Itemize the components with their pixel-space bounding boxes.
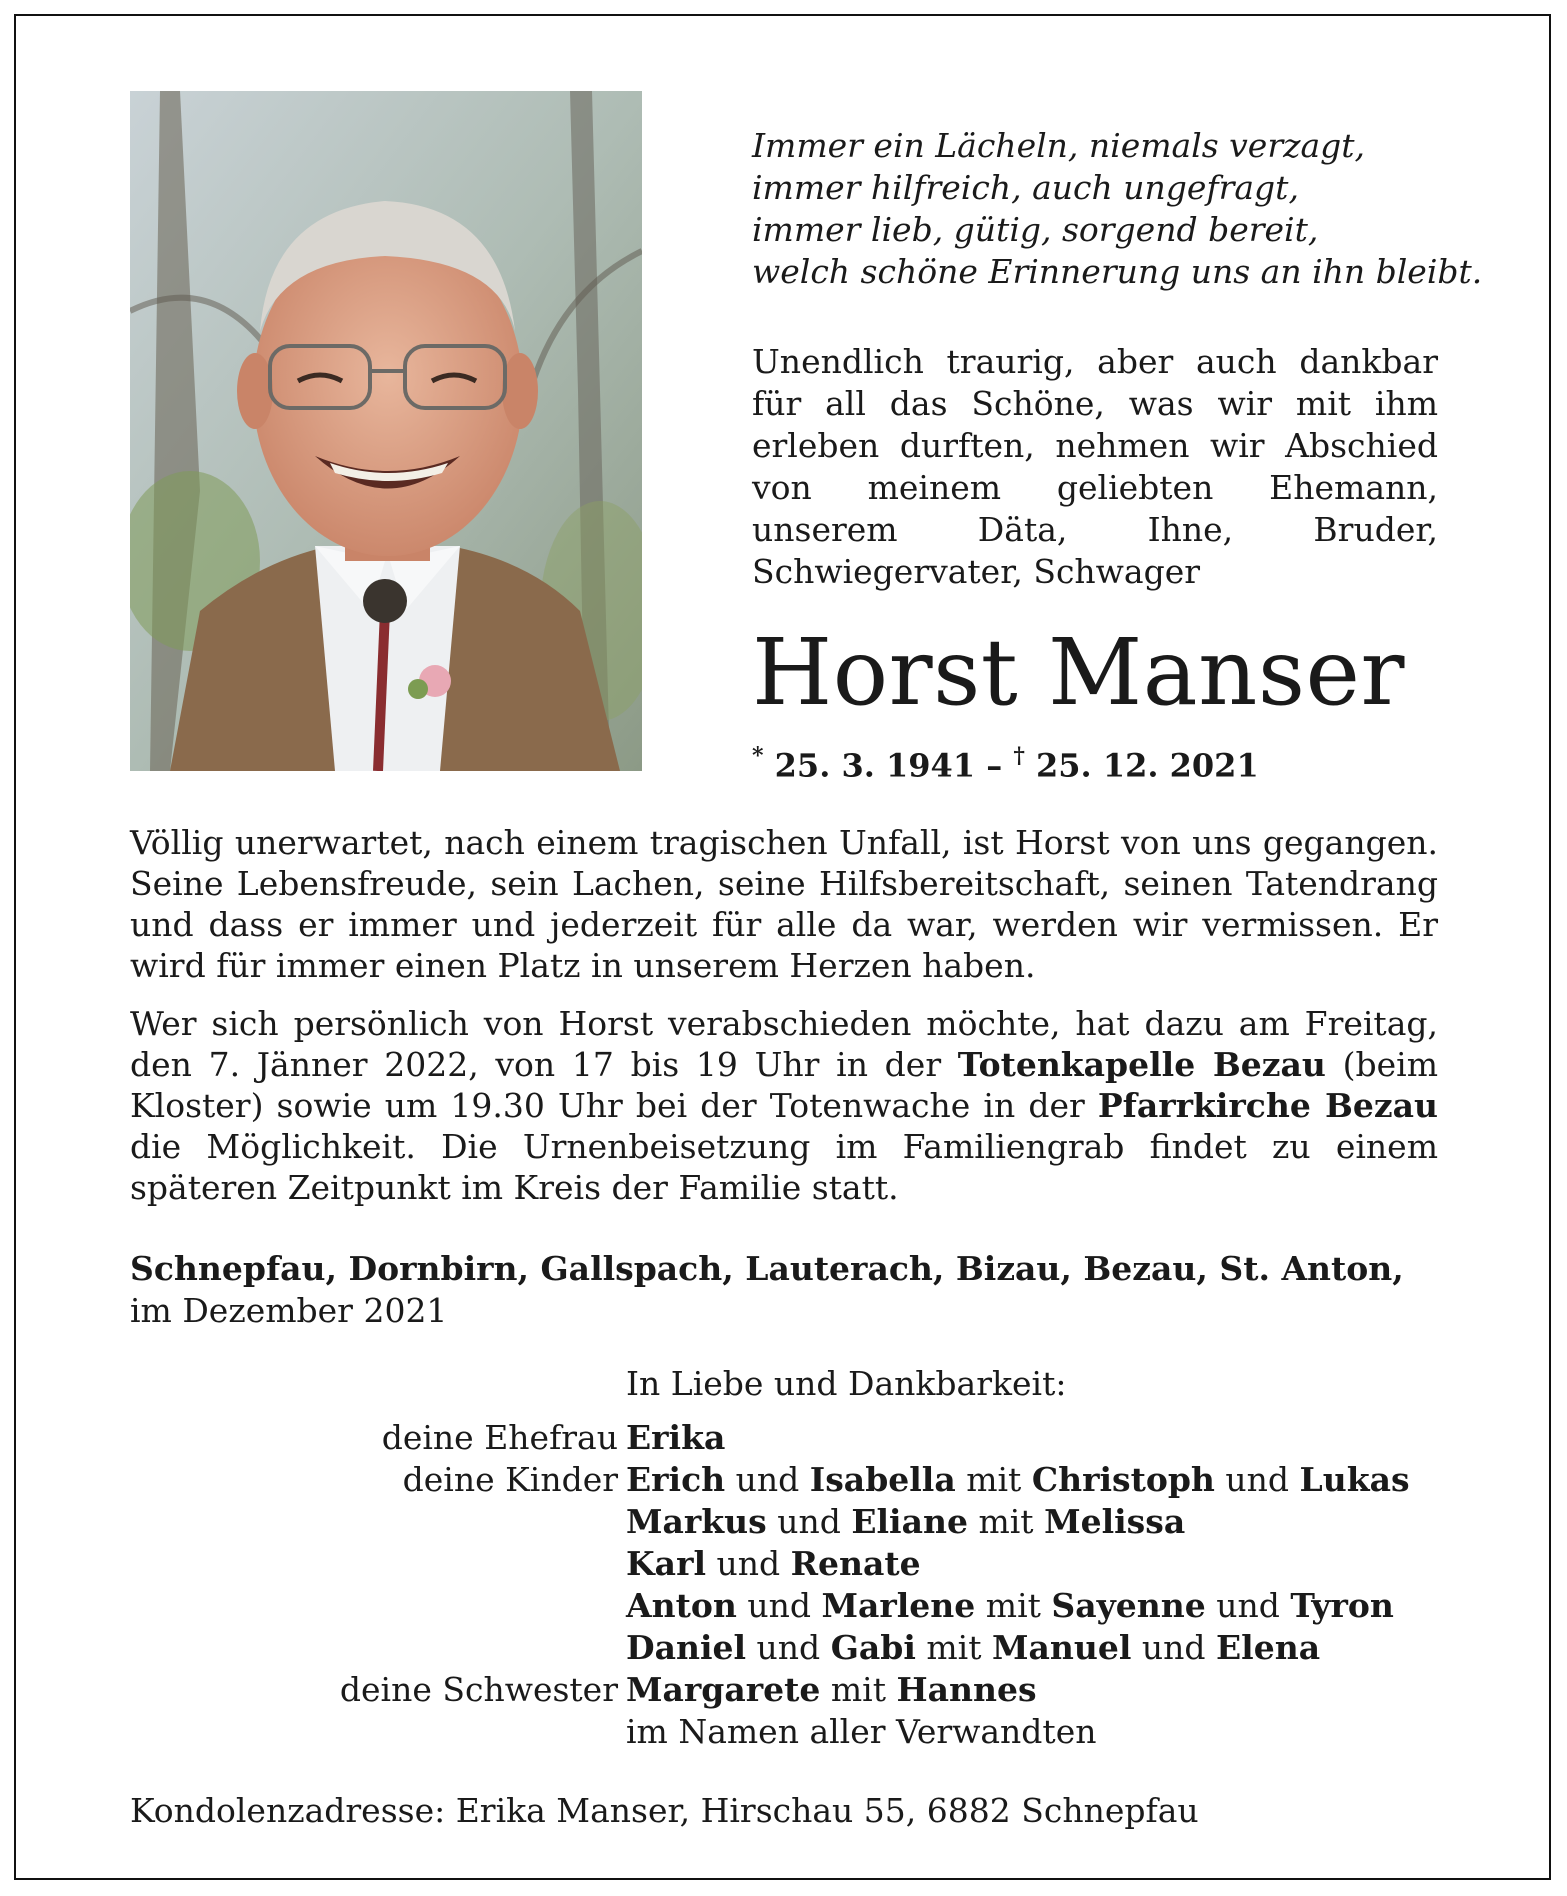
poem-line: welch schöne Erinnerung uns an ihn bleibt. <box>752 252 1483 291</box>
family-connector: und <box>746 1628 831 1667</box>
family-member: Markus <box>626 1502 767 1541</box>
family-member: Erika <box>626 1418 726 1457</box>
family-row <box>130 1459 1440 1501</box>
family-heading-row <box>130 1363 1440 1405</box>
family-connector: und <box>736 1586 822 1625</box>
birth-symbol: * <box>752 743 764 769</box>
condolence-address: Kondolenzadresse: Erika Manser, Hirschau 55, 6882 Schnepfau <box>130 1791 1199 1830</box>
family-closing: im Namen aller Verwandten <box>626 1712 1097 1751</box>
paragraph-tribute: Völlig unerwartet, nach einem tragischen Unfall, ist Horst von uns gegangen. Seine Lebensfreude, sein Lachen, seine Hilfsbereitschaft, seinen Tatendrang und dass er immer und jederzeit für alle da war, werden wir vermissen. Er wird für immer einen Platz in unserem Herzen haben. <box>130 823 1438 985</box>
family-label: deine Ehefrau <box>381 1418 618 1457</box>
family-row <box>130 1417 1440 1459</box>
family-member: Melissa <box>1044 1502 1186 1541</box>
farewell-text: die Möglichkeit. Die Urnenbeisetzung im Familiengrab findet zu einem späteren Zeitpunkt im Kreis der Familie statt. <box>130 1127 1438 1207</box>
family-member: Erich <box>626 1460 726 1499</box>
family-member: Anton <box>626 1586 737 1625</box>
farewell-church: Pfarrkirche Bezau <box>1097 1086 1438 1125</box>
family-block <box>130 1363 1440 1753</box>
family-connector: mit <box>967 1502 1045 1541</box>
deceased-name: Horst Manser <box>752 619 1405 726</box>
family-member: Lukas <box>1299 1460 1410 1499</box>
family-label: deine Schwester <box>339 1670 618 1709</box>
places-block <box>130 1248 1404 1332</box>
farewell-chapel: Totenkapelle Bezau <box>957 1045 1326 1084</box>
poem-line: immer hilfreich, auch ungefragt, <box>752 168 1299 207</box>
family-connector: und <box>706 1544 791 1583</box>
family-connector: mit <box>820 1670 897 1709</box>
family-row <box>130 1669 1440 1711</box>
family-connector: und <box>1205 1586 1291 1625</box>
portrait-photo <box>130 91 642 771</box>
portrait-icon <box>130 91 642 771</box>
family-connector: und <box>1131 1628 1217 1667</box>
family-row <box>130 1627 1440 1669</box>
family-connector: und <box>1214 1460 1300 1499</box>
family-row <box>130 1711 1440 1753</box>
family-member: Karl <box>626 1544 706 1583</box>
farewell-text: (beim Kloster) sowie um 19.30 Uhr bei der Totenwache in der <box>130 1045 1438 1125</box>
family-member: Hannes <box>896 1670 1037 1709</box>
family-member: Tyron <box>1290 1586 1394 1625</box>
intro-text: Unendlich traurig, aber auch dankbar für all das Schöne, was wir mit ihm erleben durften, nehmen wir Abschied von meinem geliebten Ehemann, unserem Däta, Ihne, Bruder, Schwiegervater, Schwager <box>752 342 1438 591</box>
family-row <box>130 1501 1440 1543</box>
family-member: Manuel <box>991 1628 1132 1667</box>
family-heading: In Liebe und Dankbarkeit: <box>626 1364 1067 1403</box>
places-date: im Dezember 2021 <box>130 1291 448 1330</box>
family-member: Daniel <box>626 1628 747 1667</box>
family-member: Christoph <box>1031 1460 1215 1499</box>
family-member: Gabi <box>830 1628 916 1667</box>
family-member: Eliane <box>851 1502 968 1541</box>
family-connector: mit <box>915 1628 992 1667</box>
family-member: Marlene <box>821 1586 976 1625</box>
paragraph-farewell <box>130 1003 1438 1208</box>
places-towns: Schnepfau, Dornbirn, Gallspach, Lauterach, Bizau, Bezau, St. Anton, <box>130 1249 1404 1288</box>
family-row <box>130 1585 1440 1627</box>
date-separator: – <box>975 746 1014 785</box>
family-member: Elena <box>1216 1628 1321 1667</box>
family-connector: und <box>725 1460 810 1499</box>
family-member: Sayenne <box>1051 1586 1206 1625</box>
poem <box>752 125 1483 293</box>
death-symbol: † <box>1013 743 1025 769</box>
family-connector: mit <box>955 1460 1032 1499</box>
farewell-text: Wer sich persönlich von Horst verabschieden möchte, hat dazu am Freitag, den 7. Jänner 2022, von 17 bis 19 Uhr in der <box>130 1004 1438 1084</box>
birth-date: 25. 3. 1941 <box>774 746 976 785</box>
family-member: Margarete <box>626 1670 821 1709</box>
poem-line: Immer ein Lächeln, niemals verzagt, <box>752 126 1366 165</box>
family-connector: mit <box>975 1586 1052 1625</box>
life-dates <box>752 745 1259 785</box>
family-member: Isabella <box>809 1460 956 1499</box>
family-row <box>130 1543 1440 1585</box>
poem-line: immer lieb, gütig, sorgend bereit, <box>752 210 1319 249</box>
death-date: 25. 12. 2021 <box>1036 746 1259 785</box>
family-member: Renate <box>790 1544 921 1583</box>
family-connector: und <box>766 1502 852 1541</box>
family-label: deine Kinder <box>402 1460 618 1499</box>
